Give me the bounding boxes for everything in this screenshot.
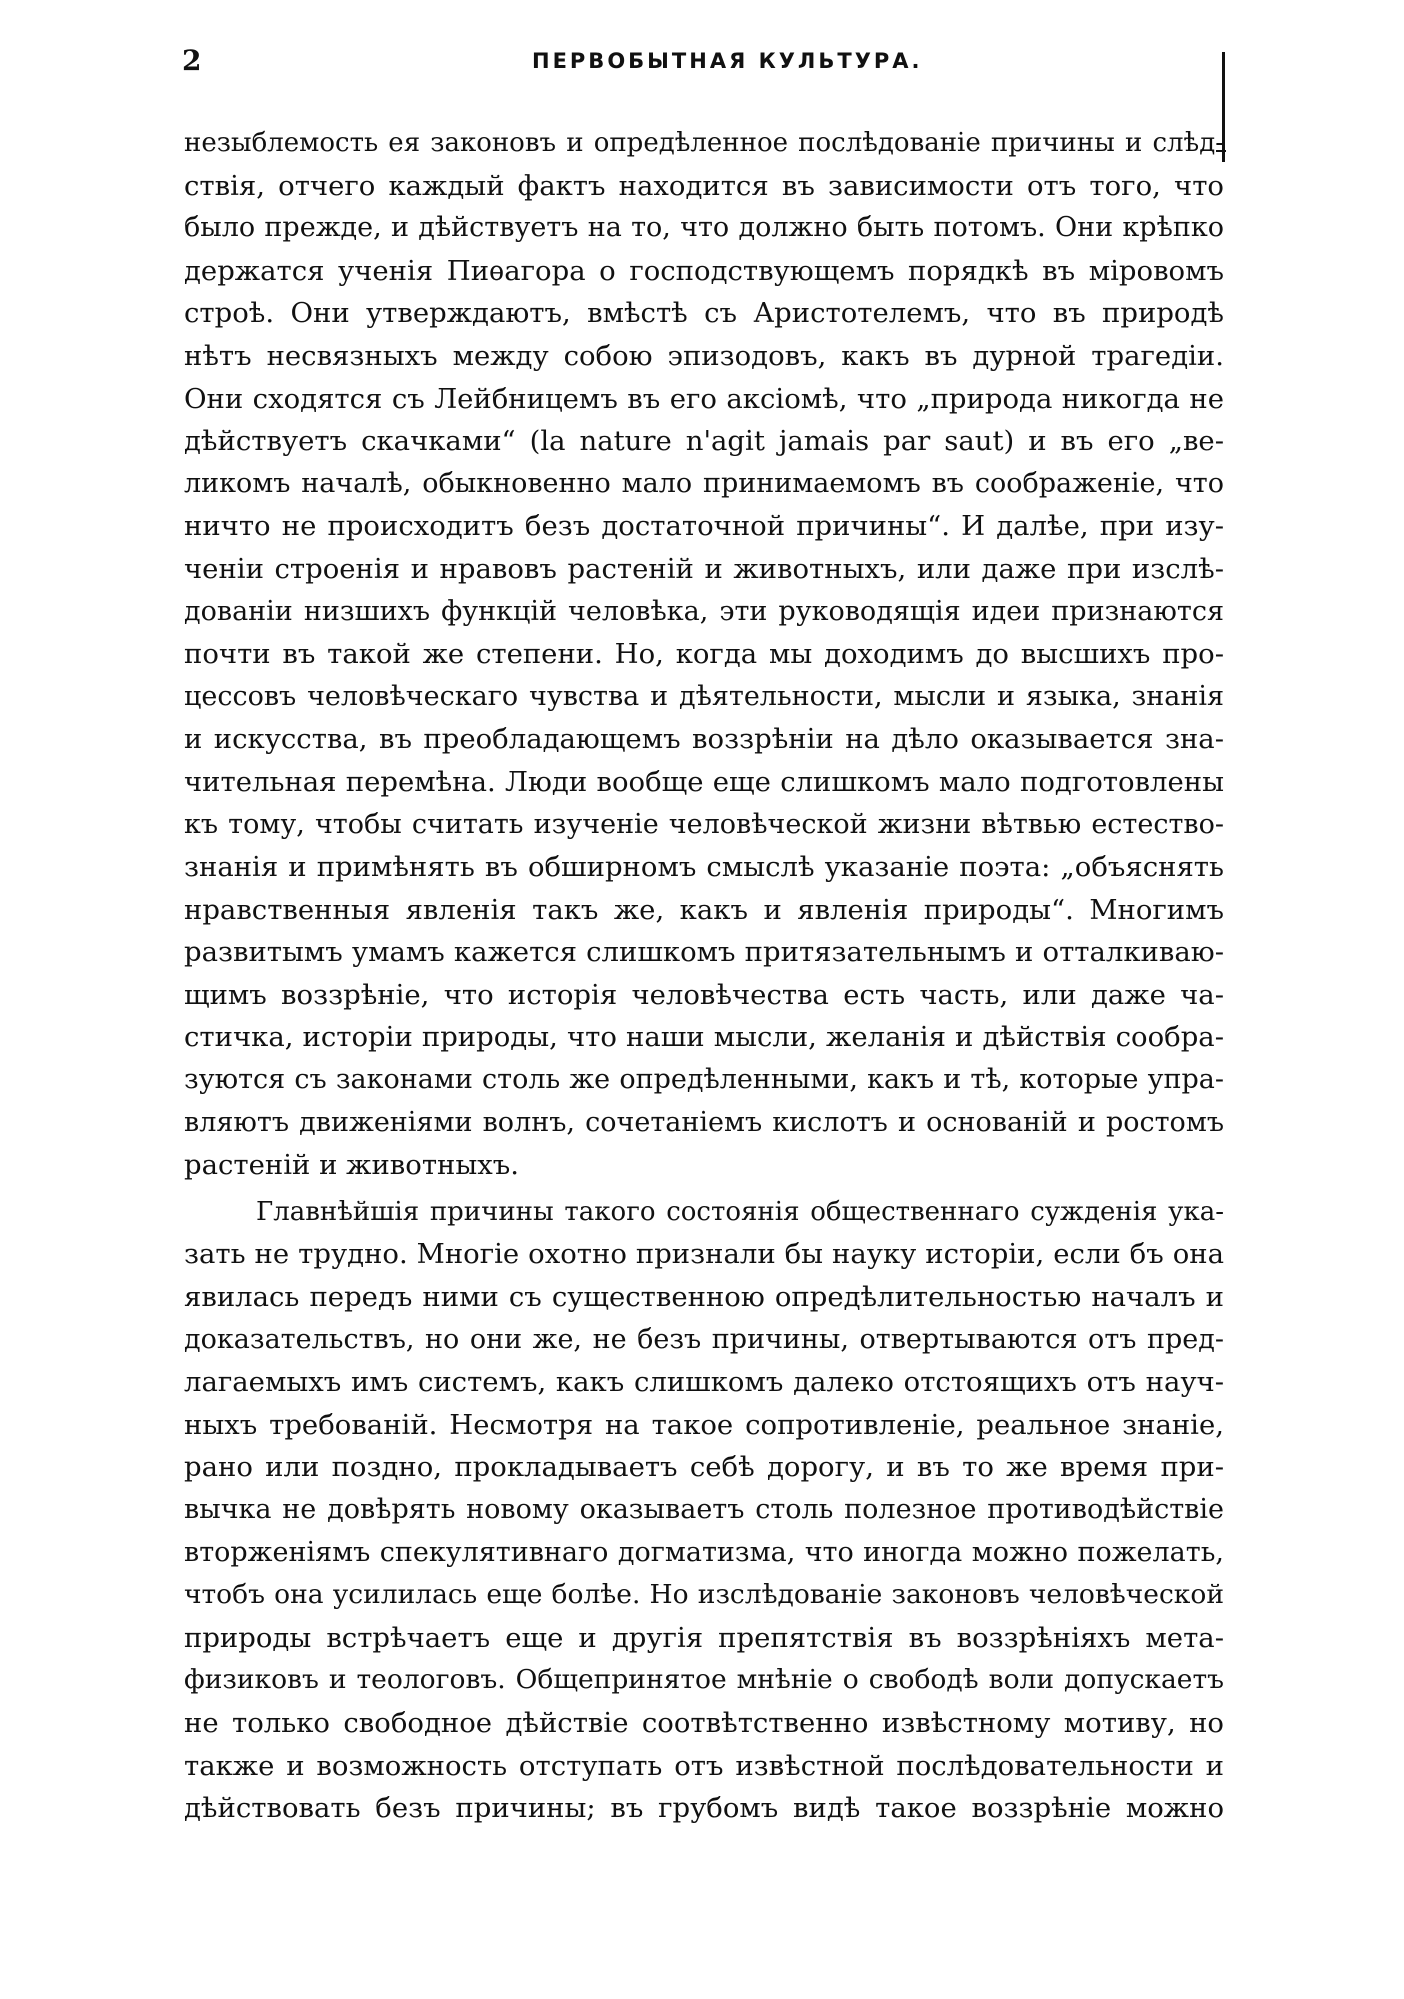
text-line: ствія, отчего каждый фактъ находится въ зависимости отъ того, что: [184, 169, 1224, 202]
text-line: ныхъ требованій. Несмотря на такое сопротивленіе, реальное знаніе,: [184, 1408, 1224, 1441]
text-line: и искусства, въ преобладающемъ воззрѣніи на дѣло оказывается зна-: [184, 723, 1224, 756]
text-line: чтобъ она усилилась еще болѣе. Но изслѣдованіе законовъ человѣческой: [184, 1579, 1224, 1611]
text-line: лагаемыхъ имъ системъ, какъ слишкомъ далеко отстоящихъ отъ науч-: [184, 1366, 1224, 1399]
text-line: ничто не происходитъ безъ достаточной причины“. И далѣе, при изу-: [184, 510, 1224, 543]
text-line: почти въ такой же степени. Но, когда мы доходимъ до высшихъ про-: [184, 638, 1224, 671]
text-line: рано или поздно, прокладываетъ себѣ дорогу, и въ то же время при-: [184, 1451, 1224, 1484]
text-line: нравственныя явленія такъ же, какъ и явленія природы“. Многимъ: [184, 893, 1224, 926]
text-line: вляютъ движеніями волнъ, сочетаніемъ кислотъ и основаній и ростомъ: [184, 1106, 1224, 1138]
text-line: развитымъ умамъ кажется слишкомъ притязательнымъ и отталкиваю-: [184, 936, 1224, 969]
text-line: дѣйствовать безъ причины; въ грубомъ видѣ такое воззрѣніе можно: [184, 1792, 1224, 1825]
text-line: зать не трудно. Многіе охотно признали бы науку исторіи, если бъ она: [184, 1238, 1224, 1271]
text-line: растеній и животныхъ.: [184, 1149, 519, 1182]
paragraph: [184, 1191, 1224, 1830]
text-line: было прежде, и дѣйствуетъ на то, что должно быть потомъ. Они крѣпко: [184, 212, 1224, 244]
text-line: Главнѣйшія причины такого состоянія общественнаго сужденія ука-: [256, 1196, 1224, 1227]
text-line: дованіи низшихъ функцій человѣка, эти руководящія идеи признаются: [184, 595, 1224, 627]
text-line: ликомъ началѣ, обыкновенно мало принимаемомъ въ соображеніе, что: [184, 467, 1224, 499]
text-line: къ тому, чтобы считать изученіе человѣческой жизни вѣтвью естество-: [184, 808, 1224, 840]
text-line: стичка, исторіи природы, что наши мысли, желанія и дѣйствія сообра-: [184, 1021, 1224, 1054]
text-line: чительная перемѣна. Люди вообще еще слишкомъ мало подготовлены: [184, 765, 1224, 798]
text-line: физиковъ и теологовъ. Общепринятое мнѣніе о свободѣ воли допускаетъ: [184, 1664, 1224, 1696]
text-line: цессовъ человѣческаго чувства и дѣятельности, мысли и языка, знанія: [184, 680, 1224, 712]
text-line: нѣтъ несвязныхъ между собою эпизодовъ, какъ въ дурной трагедіи.: [184, 339, 1224, 372]
page-number: 2: [182, 44, 203, 77]
text-line: дѣйствуетъ скачками“ (la nature n'agit jamais par saut) и въ его „ве-: [184, 425, 1224, 458]
text-line: явилась передъ ними съ существенною опредѣлительностью началъ и: [184, 1281, 1224, 1314]
text-line: ченіи строенія и нравовъ растеній и животныхъ, или даже при изслѣ-: [184, 552, 1224, 585]
text-line: природы встрѣчаетъ еще и другія препятствія въ воззрѣніяхъ мета-: [184, 1621, 1224, 1654]
text-line: щимъ воззрѣніе, что исторія человѣчества есть часть, или даже ча-: [184, 978, 1224, 1011]
paragraph: [184, 122, 1224, 1187]
text-line: держатся ученія Пиѳагора о господствующемъ порядкѣ въ міровомъ: [184, 254, 1224, 287]
body-text: [184, 122, 1224, 1830]
text-line: зуются съ законами столь же опредѣленными, какъ и тѣ, которые упра-: [184, 1064, 1224, 1096]
text-line: не только свободное дѣйствіе соотвѣтственно извѣстному мотиву, но: [184, 1706, 1224, 1739]
text-line: строѣ. Они утверждаютъ, вмѣстѣ съ Аристотелемъ, что въ природѣ: [184, 297, 1224, 330]
running-header: [182, 44, 1232, 84]
text-line: незыблемость ея законовъ и опредѣленное послѣдованіе причины и слѣд-: [184, 128, 1224, 158]
text-line: знанія и примѣнять въ обширномъ смыслѣ указаніе поэта: „объяснять: [184, 851, 1224, 884]
text-line: вторженіямъ спекулятивнаго догматизма, что иногда можно пожелать,: [184, 1536, 1224, 1568]
text-line: вычка не довѣрять новому оказываетъ столь полезное противодѣйствіе: [184, 1494, 1224, 1525]
text-line: доказательствъ, но они же, не безъ причины, отвертываются отъ пред-: [184, 1323, 1224, 1355]
text-line: Они сходятся съ Лейбницемъ въ его аксіомѣ, что „природа никогда не: [184, 382, 1224, 415]
running-title: ПЕРВОБЫТНАЯ КУЛЬТУРА.: [532, 49, 923, 73]
text-line: также и возможность отступать отъ извѣстной послѣдовательности и: [184, 1749, 1224, 1782]
